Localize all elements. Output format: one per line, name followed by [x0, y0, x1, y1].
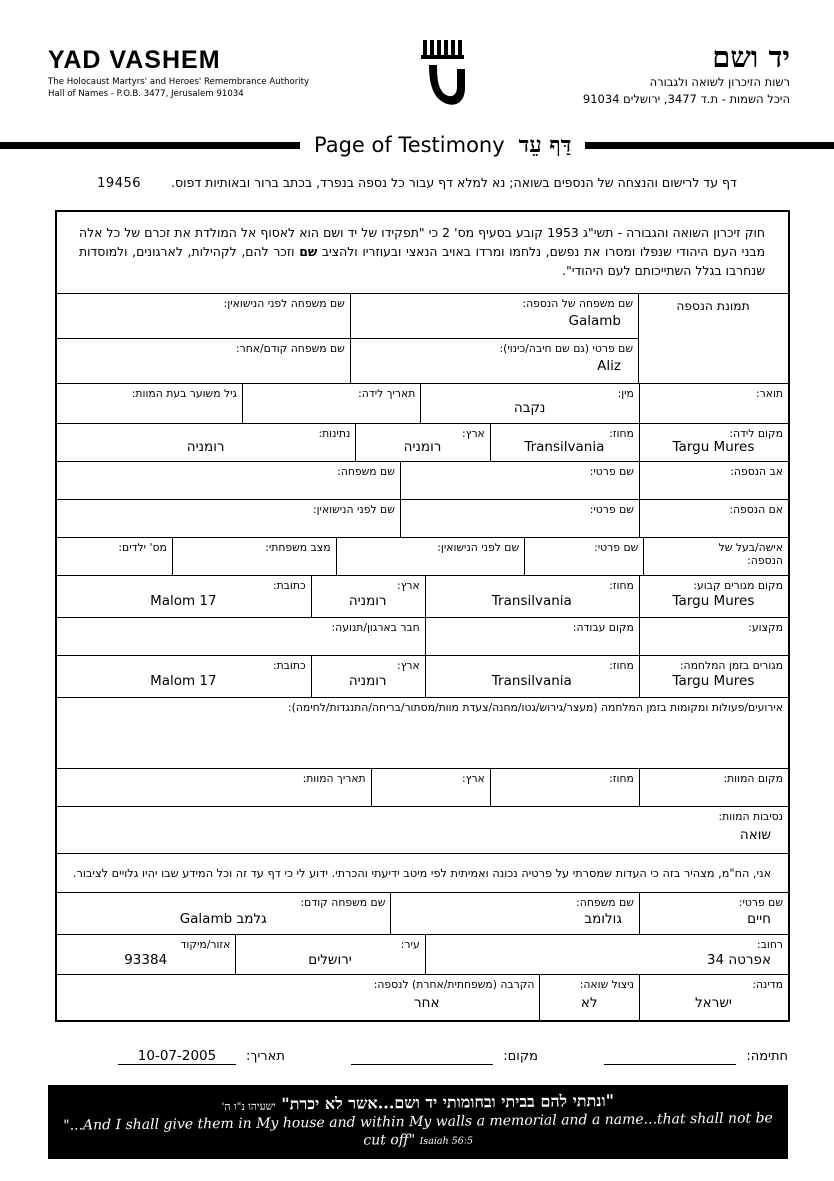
field-honorific-label: תואר: [756, 386, 783, 400]
signature-label: חתימה: [746, 1049, 788, 1065]
field-spouse-maiden-label: שם לפני הנישואין: [437, 540, 520, 554]
field-death-country [371, 769, 490, 806]
field-residence-value: Targu Mures [672, 593, 755, 610]
field-relation [57, 975, 539, 1020]
field-birth-country-value: רומניה [403, 439, 442, 456]
title-rule-left [0, 142, 300, 149]
field-mother-label: אם הנספה: [729, 502, 783, 516]
field-residence-district [425, 576, 639, 617]
field-war-district [425, 656, 639, 697]
field-war-address [57, 656, 311, 697]
field-street [425, 935, 788, 974]
field-children-count-label: מס' ילדים: [118, 540, 167, 554]
field-residence-label: מקום מגורים קבוע: [693, 578, 783, 592]
field-submitter-former-label: שם משפחה קודם: [300, 896, 386, 910]
field-death-district [490, 769, 639, 806]
yad-vashem-logo-icon [417, 40, 471, 126]
field-residence-country-label: ארץ: [396, 578, 420, 592]
title-row [0, 132, 834, 158]
form-serial-number: 19456 [97, 176, 142, 191]
field-residence-country-value: רומניה [348, 593, 387, 610]
field-first-name-value: Aliz [597, 357, 621, 374]
field-death-date-label: תאריך המוות: [302, 771, 366, 785]
field-city-label: עיר: [400, 938, 420, 952]
footer-citation-hebrew: ישעיהו נ"ו ה' [221, 1100, 276, 1114]
field-marital-status-label: מצב משפחתי: [265, 540, 331, 554]
field-zip-label: אזור/מיקוד [180, 938, 231, 952]
field-residence-address [57, 576, 311, 617]
field-family-name-label: שם משפחה של הנספה: [522, 296, 633, 310]
field-age-at-death-label: גיל משוער בעת המוות: [131, 386, 237, 400]
field-birth-place-label: מקום לידה: [729, 426, 783, 440]
field-father-family [57, 462, 400, 499]
field-birth-place-value: Targu Mures [672, 439, 755, 456]
field-maiden-name [57, 294, 350, 338]
field-residence-address-value: Malom 17 [150, 593, 217, 610]
field-citizenship [57, 424, 355, 461]
field-residence-district-label: מחוז: [609, 578, 634, 592]
title-rule-right [585, 142, 834, 149]
testimony-form [55, 210, 790, 1022]
field-spouse [643, 538, 788, 575]
signature-row [118, 1048, 788, 1065]
field-war-country [311, 656, 425, 697]
field-birth-district-value: Transilvania [524, 439, 605, 456]
field-death-place-label: מקום המוות: [723, 771, 783, 785]
field-gender-value: נקבה [513, 400, 546, 417]
field-mother-maiden-label: שם לפני הנישואין: [312, 502, 395, 516]
field-submitter-family [390, 893, 639, 934]
place-blank-line [351, 1048, 493, 1065]
field-honorific [639, 384, 788, 423]
field-birth-date-label: תאריך לידה: [358, 386, 416, 400]
field-submitter-first [639, 893, 788, 934]
field-mother-maiden [57, 500, 400, 537]
date-value-line: 10-07-2005 [118, 1048, 236, 1065]
field-residence-address-label: כתובת: [272, 578, 306, 592]
field-citizenship-value: רומניה [186, 439, 225, 456]
field-birth-district-label: מחוז: [609, 426, 634, 440]
victim-photo-label: תמונת הנספה [676, 298, 750, 313]
field-submitter-first-label: שם פרטי: [738, 896, 783, 910]
field-birth-country [355, 424, 490, 461]
org-hebrew-block [540, 40, 790, 107]
field-mother-first-label: שם פרטי: [589, 502, 634, 516]
field-war-district-value: Transilvania [491, 673, 572, 690]
field-workplace-label: מקום עבודה: [572, 620, 634, 634]
field-gender-label: מין: [617, 386, 634, 400]
org-address-he: היכל השמות - ת.ד 3477, ירושלים 91034 [582, 91, 790, 106]
org-name-he: יד ושם [712, 40, 790, 74]
page-title-en: Page of Testimony [314, 133, 505, 157]
field-war-residence [639, 656, 788, 697]
field-father [639, 462, 788, 499]
field-country-value: ישראל [695, 995, 732, 1012]
instruction-text: דף עד לרישום והנצחה של הנספים בשואה; נא למלא דף עבור כל נספה בנפרד, בכתב ברור ובאותיות דפוס. [171, 175, 737, 190]
field-relation-label: הקרבה (משפחתית/אחרת) לנספה: [373, 978, 535, 992]
field-spouse-first [524, 538, 643, 575]
field-gender [420, 384, 639, 423]
field-war-country-value: רומניה [348, 673, 387, 690]
field-citizenship-label: נתינות: [318, 426, 351, 440]
legal-text: חוק זיכרון השואה והגבורה - תשי"ג 1953 קובע בסעיף מס' 2 כי "תפקידו של יד ושם הוא לאסוף אל המולדת את זכרם של כל אלה מבני העם היהודי שנפלו ומסרו את נפשם, נלחמו ומרדו באויב הנאצי ובעוזריו ולהציב שם וזכר להם, לקהילות, לארגונים, ולמוסדות שנחרבו בגלל השתייכותם לעם היהודי". [79, 225, 765, 279]
field-war-district-label: מחוז: [609, 658, 634, 672]
field-spouse-first-label: שם פרטי: [594, 540, 639, 554]
field-war-events [57, 698, 788, 768]
field-residence-country [311, 576, 425, 617]
declaration-text: אני, הח"מ, מצהיר בזה כי העדות שמסרתי על פרטיה נכונה ואמיתית לפי מיטב ידיעתי והכרתי. ידוע לי כי דף עד זה וכל המידע שבו יהיו גלויים לציבור. [72, 866, 772, 880]
place-label: מקום: [503, 1049, 538, 1065]
field-family-name [350, 294, 638, 338]
field-relation-value: אחר [414, 995, 440, 1012]
field-birth-date [242, 384, 420, 423]
field-survivor [539, 975, 638, 1020]
place-field [351, 1048, 538, 1065]
field-country-label: מדינה: [752, 978, 783, 992]
field-father-first-label: שם פרטי: [589, 464, 634, 478]
field-mother [639, 500, 788, 537]
field-death-circumstances [57, 807, 788, 853]
date-field [118, 1048, 285, 1065]
field-residence [639, 576, 788, 617]
field-birth-country-label: ארץ: [462, 426, 485, 440]
field-submitter-family-value: גולומב [584, 911, 622, 928]
field-age-at-death [57, 384, 242, 423]
field-submitter-family-label: שם משפחה: [576, 896, 634, 910]
field-city [235, 935, 424, 974]
field-death-district-label: מחוז: [609, 771, 634, 785]
field-zip [57, 935, 235, 974]
field-father-first [400, 462, 639, 499]
legal-text-cell [57, 212, 788, 293]
field-death-date [57, 769, 371, 806]
field-death-circumstances-label: נסיבות המוות: [718, 809, 783, 823]
field-marital-status [172, 538, 336, 575]
org-subtitle-en: The Holocaust Martyrs' and Heroes' Remembrance Authority [48, 77, 310, 87]
field-war-address-label: כתובת: [272, 658, 306, 672]
field-organization-label: חבר בארגון/תנועה: [331, 620, 420, 634]
field-submitter-first-value: חיים [747, 911, 771, 928]
footer-quote-hebrew: "ונתתי להם בביתי ובחומותי יד ושם...אשר לא יכרת" ישעיהו נ"ו ה' [221, 1091, 615, 1114]
field-street-value: אפרטה 34 [706, 952, 771, 969]
field-profession [639, 618, 788, 655]
field-first-name [350, 339, 638, 383]
signature-blank-line [604, 1048, 736, 1065]
field-former-name-label: שם משפחה קודם/אחר: [236, 341, 345, 355]
field-submitter-former-value: גלמב Galamb [179, 911, 267, 928]
field-zip-value: 93384 [124, 952, 168, 969]
field-first-name-label: שם פרטי (גם שם חיבה/כינוי): [499, 341, 633, 355]
field-profession-label: מקצוע: [748, 620, 783, 634]
org-english-block [48, 40, 348, 100]
signature-field [604, 1048, 788, 1065]
field-workplace [425, 618, 639, 655]
org-subtitle-he: רשות הזיכרון לשואה ולגבורה [649, 75, 790, 90]
field-birth-district [490, 424, 639, 461]
field-father-label: אב הנספה: [730, 464, 783, 478]
field-family-name-value: Galamb [568, 312, 621, 329]
field-country [639, 975, 788, 1020]
field-children-count [57, 538, 172, 575]
declaration-cell [57, 854, 788, 893]
field-father-family-label: שם משפחה: [337, 464, 395, 478]
field-death-country-label: ארץ: [462, 771, 485, 785]
page-title-he: דַּף עֵד [518, 132, 572, 158]
field-street-label: רחוב: [757, 938, 783, 952]
field-war-events-label: אירועים/פעולות ומקומות בזמן המלחמה (מעצר/גירוש/גטו/מחנה/צעדת מוות/מסתור/בריחה/התנגדות/לחימה): [288, 700, 783, 714]
field-birth-place [639, 424, 788, 461]
header [0, 0, 834, 126]
field-former-name [57, 339, 350, 383]
field-submitter-former [57, 893, 390, 934]
field-spouse-label: אישה/בעל של הנספה: [718, 540, 783, 568]
field-mother-first [400, 500, 639, 537]
date-label: תאריך: [246, 1049, 285, 1065]
field-spouse-maiden [336, 538, 525, 575]
instruction-line [0, 175, 834, 191]
field-maiden-name-label: שם משפחה לפני הנישואין: [223, 296, 345, 310]
field-organization [57, 618, 425, 655]
footer-quote-english: "...And I shall give them in My house and within My walls a memorial and a name...that shall not be cut off" Isaiah 56:5 [63, 1110, 773, 1150]
field-death-circumstances-value: שואה [739, 826, 771, 843]
field-war-address-value: Malom 17 [150, 673, 217, 690]
org-address-en: Hall of Names - P.O.B. 3477, Jerusalem 91034 [48, 88, 244, 99]
field-survivor-value: לא [580, 995, 598, 1012]
field-city-value: ירושלים [308, 952, 352, 969]
victim-photo-box [638, 294, 788, 383]
footer-citation-english: Isaiah 56:5 [419, 1135, 474, 1148]
org-name-en: YAD VASHEM [48, 46, 221, 74]
field-death-place [639, 769, 788, 806]
field-residence-district-value: Transilvania [491, 593, 572, 610]
field-war-residence-value: Targu Mures [672, 673, 755, 690]
field-war-residence-label: מגורים בזמן המלחמה: [679, 658, 783, 672]
field-survivor-label: ניצול שואה: [579, 978, 634, 992]
footer-quote-banner [48, 1085, 788, 1158]
field-war-country-label: ארץ: [396, 658, 420, 672]
